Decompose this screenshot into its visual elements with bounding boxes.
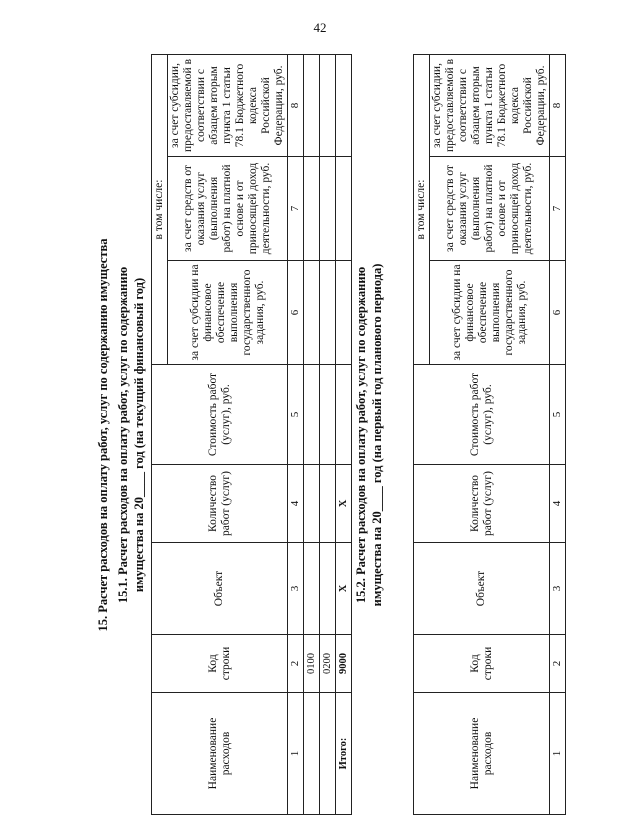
subsection-1-title-line-1: 15.1. Расчет расходов на оплату работ, услуг по содержанию <box>116 266 130 604</box>
col-header-object: Объект <box>152 543 288 635</box>
page-number: 42 <box>313 20 327 35</box>
col-header-expense-name: Наименование расходов <box>152 693 288 815</box>
col-header-in-that-number: в том числе: <box>152 54 168 364</box>
col-header-row-code: Код строки <box>152 635 288 693</box>
table-total-row <box>336 54 352 814</box>
cell-col8 <box>320 54 336 156</box>
section-title: 15. Расчет расходов на оплату работ, услуг по содержанию имущества <box>96 238 110 632</box>
col-number: 2 <box>550 635 566 693</box>
col-number: 6 <box>288 261 304 365</box>
cell-quantity <box>304 465 320 543</box>
cell-row-code: 0200 <box>320 635 336 693</box>
expense-table-current-year <box>151 54 352 815</box>
expense-table-first-plan-year <box>413 54 566 815</box>
cell-total-col7 <box>336 157 352 261</box>
col-header-cost: Стоимость работ (услуг), руб. <box>414 365 550 465</box>
col-header-state-assignment-subsidy: за счет субсидии на финансовое обеспечение выполнения государственного задания, руб. <box>168 261 288 365</box>
col-header-paid-services-income: за счет средств от оказания услуг (выполнения работ) на платной основе и от приносящей доход деятельности, руб. <box>168 157 288 261</box>
cell-row-code: 0100 <box>304 635 320 693</box>
col-number: 3 <box>550 543 566 635</box>
cell-quantity <box>320 465 336 543</box>
col-number: 8 <box>288 54 304 156</box>
table-row <box>320 54 336 814</box>
col-number: 7 <box>288 157 304 261</box>
cell-total-col6 <box>336 261 352 365</box>
cell-total-quantity: X <box>336 465 352 543</box>
cell-object <box>304 543 320 635</box>
col-number: 8 <box>550 54 566 156</box>
col-header-budget-code-subsidy: за счет субсидии, предоставляемой в соответствии с абзацем вторым пункта 1 статьи 78.1 Бюджетного кодекса Российской Федерации, руб. <box>168 54 288 156</box>
subsection-2-title-line-2: имущества на 20____ год (на первый год планового периода) <box>370 263 384 607</box>
col-header-quantity: Количество работ (услуг) <box>414 465 550 543</box>
col-number: 1 <box>550 693 566 815</box>
cell-col8 <box>304 54 320 156</box>
col-header-object: Объект <box>414 543 550 635</box>
col-header-in-that-number: в том числе: <box>414 54 430 364</box>
col-number: 6 <box>550 261 566 365</box>
cell-cost <box>320 365 336 465</box>
rotated-content <box>95 55 595 815</box>
col-number: 1 <box>288 693 304 815</box>
subsection-2-title-line-1: 15.2. Расчет расходов на оплату работ, услуг по содержанию <box>354 266 368 604</box>
cell-object <box>320 543 336 635</box>
col-header-paid-services-income: за счет средств от оказания услуг (выполнения работ) на платной основе и от приносящей доход деятельности, руб. <box>430 157 550 261</box>
col-header-row-code: Код строки <box>414 635 550 693</box>
col-number: 3 <box>288 543 304 635</box>
col-number: 7 <box>550 157 566 261</box>
table-row <box>304 54 320 814</box>
cell-col7 <box>304 157 320 261</box>
col-number: 4 <box>288 465 304 543</box>
cell-col7 <box>320 157 336 261</box>
cell-total-col8 <box>336 54 352 156</box>
col-number: 4 <box>550 465 566 543</box>
cell-expense-name <box>304 693 320 815</box>
col-number: 2 <box>288 635 304 693</box>
cell-total-label: Итого: <box>336 693 352 815</box>
col-header-budget-code-subsidy: за счет субсидии, предоставляемой в соответствии с абзацем вторым пункта 1 статьи 78.1 Бюджетного кодекса Российской Федерации, руб. <box>430 54 550 156</box>
col-header-quantity: Количество работ (услуг) <box>152 465 288 543</box>
subsection-1-title-line-2: имущества на 20____ год (на текущий финансовый год) <box>132 277 146 593</box>
col-header-cost: Стоимость работ (услуг), руб. <box>152 365 288 465</box>
col-number: 5 <box>550 365 566 465</box>
col-header-state-assignment-subsidy: за счет субсидии на финансовое обеспечение выполнения государственного задания, руб. <box>430 261 550 365</box>
cell-total-code: 9000 <box>336 635 352 693</box>
cell-cost <box>304 365 320 465</box>
cell-total-object: X <box>336 543 352 635</box>
col-header-expense-name: Наименование расходов <box>414 693 550 815</box>
cell-expense-name <box>320 693 336 815</box>
cell-col6 <box>304 261 320 365</box>
cell-total-cost <box>336 365 352 465</box>
cell-col6 <box>320 261 336 365</box>
col-number: 5 <box>288 365 304 465</box>
